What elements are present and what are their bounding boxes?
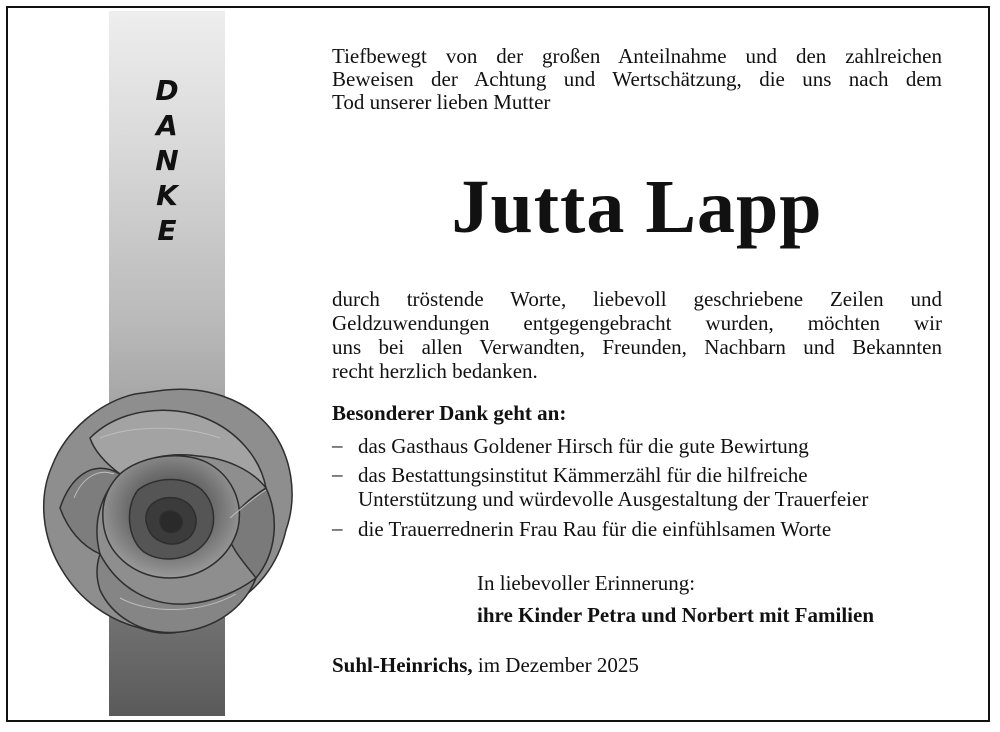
danke-letter: N bbox=[155, 144, 179, 177]
danke-letter: D bbox=[155, 74, 179, 107]
rose-image bbox=[30, 378, 300, 648]
intro-line: Beweisen der Achtung und Wertschätzung, die uns nach dem bbox=[332, 67, 942, 91]
list-item: das Bestattungsinstitut Kämmerzähl für die hilfreiche bbox=[358, 463, 808, 487]
body-line: Geldzuwendungen entgegengebracht wurden, möchten wir bbox=[332, 311, 942, 335]
special-heading: Besonderer Dank geht an: bbox=[332, 401, 567, 425]
list-item: Unterstützung und würdevolle Ausgestaltung der Trauerfeier bbox=[358, 487, 869, 511]
family-signature: ihre Kinder Petra und Norbert mit Familien bbox=[477, 603, 875, 627]
place: Suhl-Heinrichs, bbox=[332, 653, 473, 677]
body-line: recht herzlich bedanken. bbox=[332, 359, 538, 383]
list-dash: – bbox=[332, 462, 343, 486]
body-line: durch tröstende Worte, liebevoll geschriebene Zeilen und bbox=[332, 287, 942, 311]
list-dash: – bbox=[332, 516, 343, 540]
danke-vertical-title bbox=[109, 73, 225, 248]
list-item: die Trauerrednerin Frau Rau für die einfühlsamen Worte bbox=[358, 517, 832, 541]
body-line: uns bei allen Verwandten, Freunden, Nachbarn und Bekannten bbox=[332, 335, 942, 359]
memory-line: In liebevoller Erinnerung: bbox=[477, 571, 696, 595]
intro-line: Tod unserer lieben Mutter bbox=[332, 90, 551, 114]
date: im Dezember 2025 bbox=[477, 653, 639, 677]
danke-letter: K bbox=[156, 179, 178, 212]
place-date bbox=[332, 654, 639, 677]
list-item: das Gasthaus Goldener Hirsch für die gute Bewirtung bbox=[358, 434, 809, 458]
intro-line: Tiefbewegt von der großen Anteilnahme und den zahlreichen bbox=[332, 44, 942, 68]
list-dash: – bbox=[332, 433, 343, 457]
deceased-name: Jutta Lapp bbox=[451, 165, 823, 249]
danke-letter: A bbox=[156, 109, 178, 142]
danke-letter: E bbox=[157, 214, 177, 247]
